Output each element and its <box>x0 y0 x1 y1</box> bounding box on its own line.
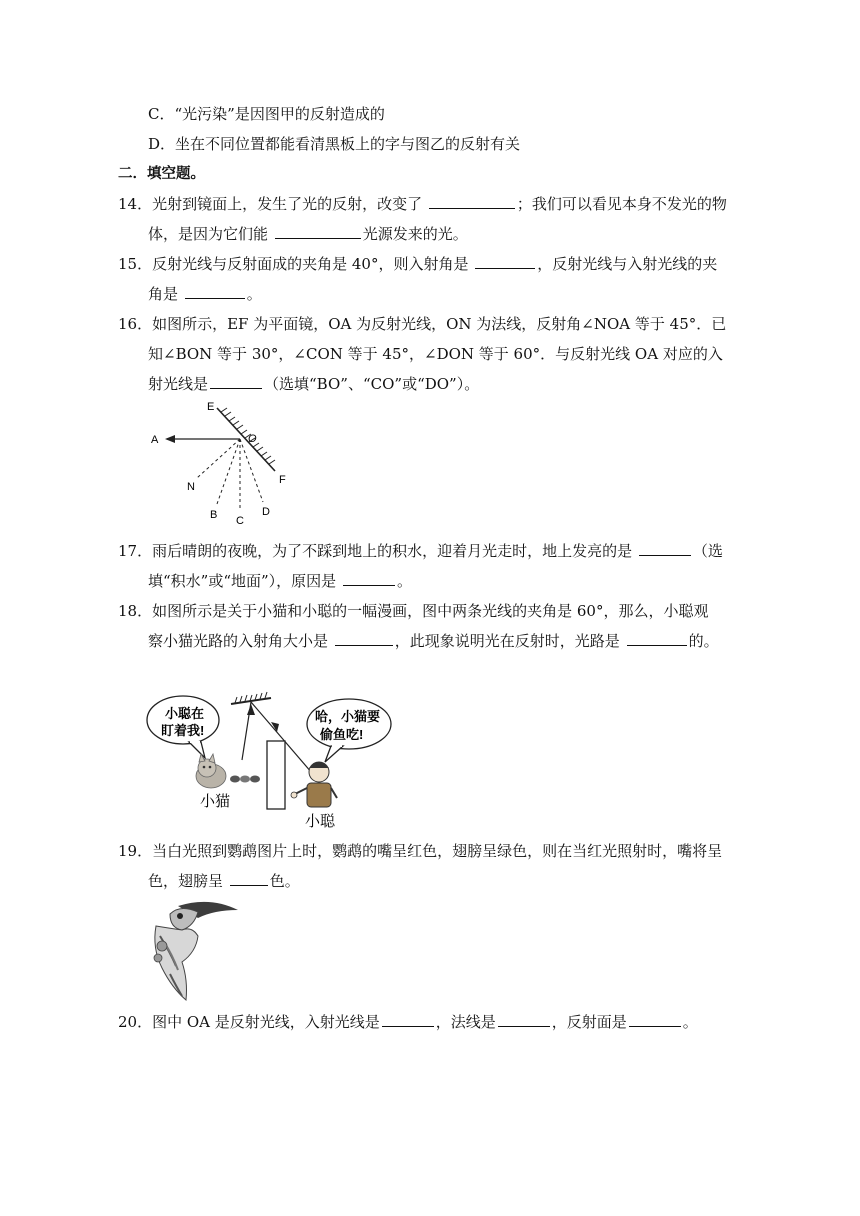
label-o: O <box>248 433 257 445</box>
bubble-right-text1: 哈，小猫要 <box>315 709 381 724</box>
q14-blank1[interactable] <box>429 194 515 209</box>
q16-blank[interactable] <box>210 374 262 389</box>
q20-blank2[interactable] <box>498 1012 550 1027</box>
fish-icon <box>230 776 260 783</box>
section-title: 二．填空题。 <box>118 166 205 182</box>
bubble-left-text1: 小聪在 <box>165 706 205 721</box>
q15-line1: 15．反射光线与反射面成的夹角是 40°，则入射角是 ，反射光线与入射光线的夹 <box>118 255 718 273</box>
option-c: C．“光污染”是因图甲的反射造成的 <box>148 105 385 123</box>
q18-cartoon-figure <box>145 688 405 833</box>
q16-mirror-figure <box>145 396 305 526</box>
q20-line: 20．图中 OA 是反射光线，入射光线是 ，法线是 ，反射面是 。 <box>118 1013 698 1031</box>
arrow-a <box>165 435 175 443</box>
q19-line1: 19．当白光照到鹦鹉图片上时，鹦鹉的嘴呈红色，翅膀呈绿色，则在当红光照射时，嘴将呈 <box>118 842 723 860</box>
q17-line2: 填“积水”或“地面”），原因是 。 <box>148 572 412 590</box>
q18-blank2[interactable] <box>627 631 687 646</box>
bubble-right-text2: 偷鱼吃! <box>320 727 364 742</box>
wall <box>267 741 285 809</box>
q16-line3: 射光线是 （选填“BO”、“CO”或“DO”）。 <box>148 375 480 393</box>
bubble-left-tail <box>189 742 205 758</box>
q15-blank1[interactable] <box>475 254 535 269</box>
label-n: N <box>187 481 195 493</box>
q15-blank2[interactable] <box>185 284 245 299</box>
q17-line1: 17．雨后晴朗的夜晚，为了不踩到地上的积水，迎着月光走时，地上发亮的是 （选 <box>118 542 723 560</box>
parrot-icon <box>154 902 238 1000</box>
boy-icon <box>291 762 337 807</box>
q17-blank2[interactable] <box>343 571 395 586</box>
bubble-left-text2: 盯着我! <box>161 723 205 738</box>
cat-icon <box>196 754 226 788</box>
q19-line2: 色，翅膀呈 色。 <box>148 872 300 890</box>
q17-blank1[interactable] <box>639 541 691 556</box>
label-a: A <box>151 434 159 446</box>
q19-blank[interactable] <box>230 871 268 886</box>
label-f: F <box>279 474 286 486</box>
parrot-figure <box>148 896 243 1004</box>
label-c: C <box>236 515 244 526</box>
q16-line1: 16．如图所示，EF 为平面镜，OA 为反射光线，ON 为法线，反射角∠NOA 等于 45°．已 <box>118 315 727 333</box>
q14-blank2[interactable] <box>275 224 361 239</box>
q14-line1: 14．光射到镜面上，发生了光的反射，改变了 ；我们可以看见本身不发光的物 <box>118 195 727 213</box>
q18-blank1[interactable] <box>335 631 393 646</box>
label-e: E <box>207 401 215 413</box>
q18-line1: 18．如图所示是关于小猫和小聪的一幅漫画，图中两条光线的夹角是 60°，那么，小聪观 <box>118 602 709 620</box>
bubble-right-tail <box>325 746 343 762</box>
label-boy: 小聪 <box>305 813 336 830</box>
ray-do <box>240 439 263 502</box>
q15-line2: 角是 。 <box>148 285 262 303</box>
option-d: D．坐在不同位置都能看清黑板上的字与图乙的反射有关 <box>148 135 521 153</box>
label-b: B <box>210 509 218 521</box>
label-d: D <box>262 506 270 518</box>
q18-line2: 察小猫光路的入射角大小是 ，此现象说明光在反射时，光路是 的。 <box>148 632 719 650</box>
q20-blank1[interactable] <box>382 1012 434 1027</box>
q16-line2: 知∠BON 等于 30°，∠CON 等于 45°，∠DON 等于 60°．与反射光线 OA 对应的入 <box>148 345 723 363</box>
ray-bo <box>217 439 240 504</box>
label-cat: 小猫 <box>200 793 231 810</box>
q14-line2: 体，是因为它们能 光源发来的光。 <box>148 225 468 243</box>
q20-blank3[interactable] <box>629 1012 681 1027</box>
